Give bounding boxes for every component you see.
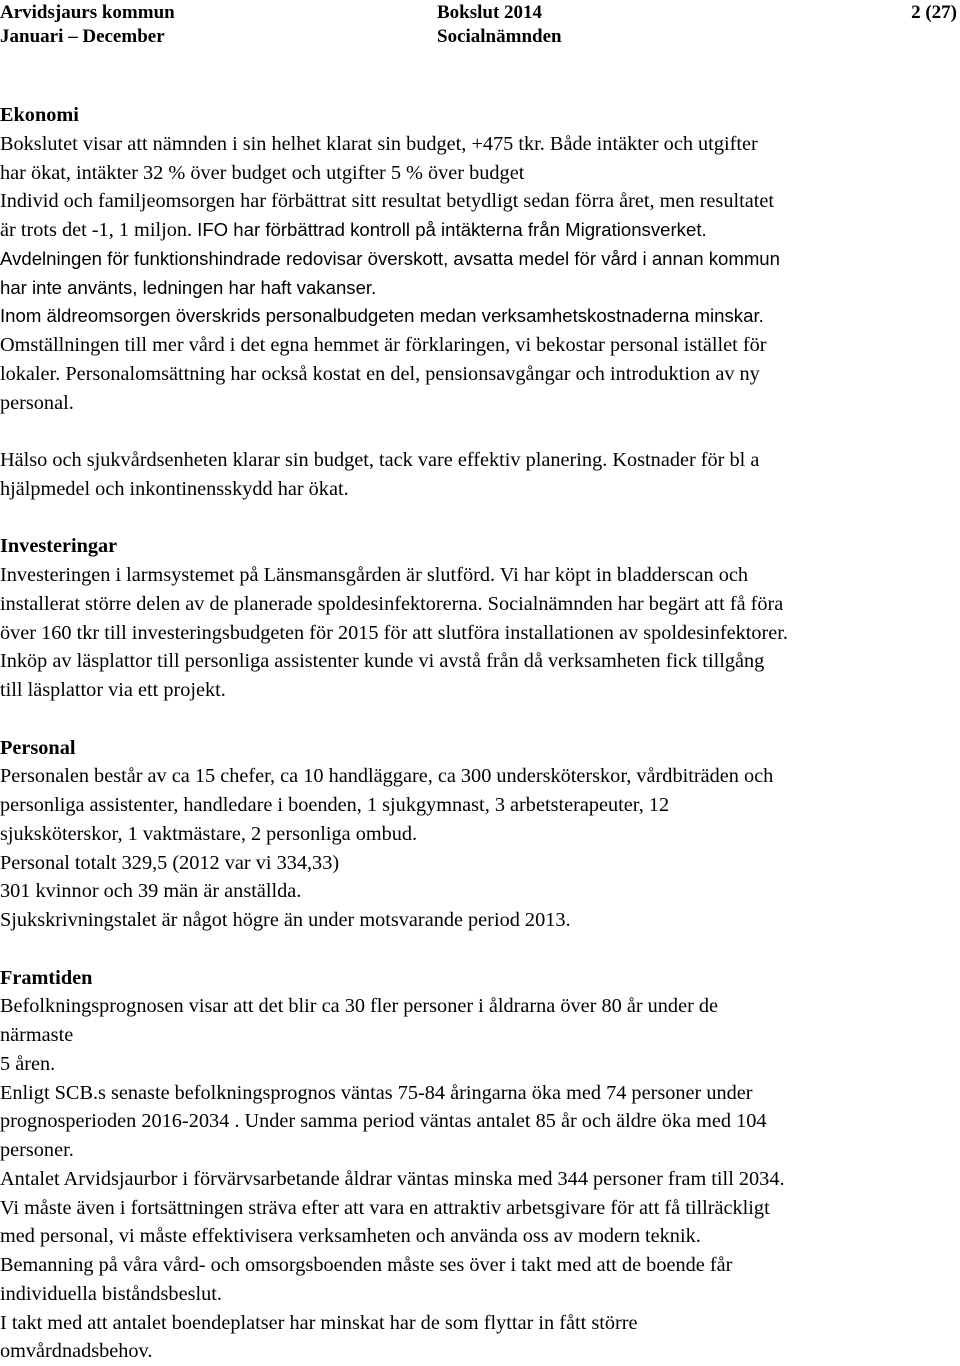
text-line-part: IFO har förbättrad kontroll på intäkterna från Migrationsverket. <box>197 219 707 240</box>
text-line: Antalet Arvidsjaurbor i förvärvsarbetande åldrar väntas minska med 344 personer fram till 2034. <box>0 1165 958 1194</box>
text-line: hjälpmedel och inkontinensskydd har ökat. <box>0 475 958 504</box>
header-row-1 <box>0 0 960 24</box>
section-gap <box>0 935 958 964</box>
text-line: Omställningen till mer vård i det egna hemmet är förklaringen, vi bekostar personal istället för <box>0 331 958 360</box>
page-number: 2 (27) <box>911 0 957 25</box>
text-line: över 160 tkr till investeringsbudgeten för 2015 för att slutföra installationen av spoldesinfektorer. <box>0 619 958 648</box>
text-line: Vi måste även i fortsättningen sträva efter att vara en attraktiv arbetsgivare för att få tillräckligt <box>0 1194 958 1223</box>
text-line: har inte använts, ledningen har haft vakanser. <box>0 274 958 303</box>
text-line: sjuksköterskor, 1 vaktmästare, 2 personliga ombud. <box>0 820 958 849</box>
text-line <box>0 216 958 245</box>
text-line: till läsplattor via ett projekt. <box>0 676 958 705</box>
text-line: Bokslutet visar att nämnden i sin helhet klarat sin budget, +475 tkr. Både intäkter och utgifter <box>0 130 958 159</box>
text-line: Bemanning på våra vård- och omsorgsboenden måste ses över i takt med att de boende får <box>0 1251 958 1280</box>
section-gap <box>0 705 958 734</box>
header-row-2 <box>0 24 960 48</box>
text-line: Investeringen i larmsystemet på Länsmansgården är slutförd. Vi har köpt in bladderscan och <box>0 561 958 590</box>
text-line: personer. <box>0 1136 958 1165</box>
section-gap <box>0 504 958 533</box>
text-line: Avdelningen för funktionshindrade redovisar överskott, avsatta medel för vård i annan kommun <box>0 245 958 274</box>
text-line: installerat större delen av de planerade spoldesinfektorerna. Socialnämnden har begärt att få föra <box>0 590 958 619</box>
text-line: Inom äldreomsorgen överskrids personalbudgeten medan verksamhetskostnaderna minskar. <box>0 302 958 331</box>
section-framtiden <box>0 964 958 1366</box>
text-line: Hälso och sjukvårdsenheten klarar sin budget, tack vare effektiv planering. Kostnader för bl a <box>0 446 958 475</box>
text-line: närmaste <box>0 1021 958 1050</box>
section-heading: Ekonomi <box>0 101 958 130</box>
text-line: Inköp av läsplattor till personliga assistenter kunde vi avstå från då verksamheten fick tillgång <box>0 647 958 676</box>
text-line: prognosperioden 2016-2034 . Under samma period väntas antalet 85 år och äldre öka med 104 <box>0 1107 958 1136</box>
municipality-name: Arvidsjaurs kommun <box>0 0 175 25</box>
document-title: Bokslut 2014 <box>437 0 542 25</box>
text-line: 301 kvinnor och 39 män är anställda. <box>0 877 958 906</box>
text-line: individuella biståndsbeslut. <box>0 1280 958 1309</box>
section-heading: Personal <box>0 734 958 763</box>
text-line: personliga assistenter, handledare i boenden, 1 sjukgymnast, 3 arbetsterapeuter, 12 <box>0 791 958 820</box>
text-line: har ökat, intäkter 32 % över budget och utgifter 5 % över budget <box>0 159 958 188</box>
committee-name: Socialnämnden <box>437 24 562 49</box>
text-line: lokaler. Personalomsättning har också kostat en del, pensionsavgångar och introduktion av ny <box>0 360 958 389</box>
text-line: Sjukskrivningstalet är något högre än under motsvarande period 2013. <box>0 906 958 935</box>
document-body <box>0 101 958 1366</box>
paragraph-gap <box>0 417 958 446</box>
text-line: Personal totalt 329,5 (2012 var vi 334,33) <box>0 849 958 878</box>
text-line: Individ och familjeomsorgen har förbättrat sitt resultat betydligt sedan förra året, men resultatet <box>0 187 958 216</box>
section-heading: Investeringar <box>0 532 958 561</box>
section-personal <box>0 734 958 935</box>
section-ekonomi <box>0 101 958 504</box>
text-line: 5 åren. <box>0 1050 958 1079</box>
text-line: Personalen består av ca 15 chefer, ca 10 handläggare, ca 300 undersköterskor, vårdbiträden och <box>0 762 958 791</box>
section-heading: Framtiden <box>0 964 958 993</box>
text-line: Enligt SCB.s senaste befolkningsprognos väntas 75-84 åringarna öka med 74 personer under <box>0 1079 958 1108</box>
text-line: personal. <box>0 389 958 418</box>
text-line: med personal, vi måste effektivisera verksamheten och använda oss av modern teknik. <box>0 1222 958 1251</box>
text-line: omvårdnadsbehov. <box>0 1337 958 1366</box>
page-header <box>0 0 960 48</box>
section-investeringar <box>0 532 958 705</box>
text-line: Befolkningsprognosen visar att det blir ca 30 fler personer i åldrarna över 80 år under de <box>0 992 958 1021</box>
text-line: I takt med att antalet boendeplatser har minskat har de som flyttar in fått större <box>0 1309 958 1338</box>
report-period: Januari – December <box>0 24 165 49</box>
text-line-part: är trots det -1, 1 miljon. <box>0 219 192 241</box>
